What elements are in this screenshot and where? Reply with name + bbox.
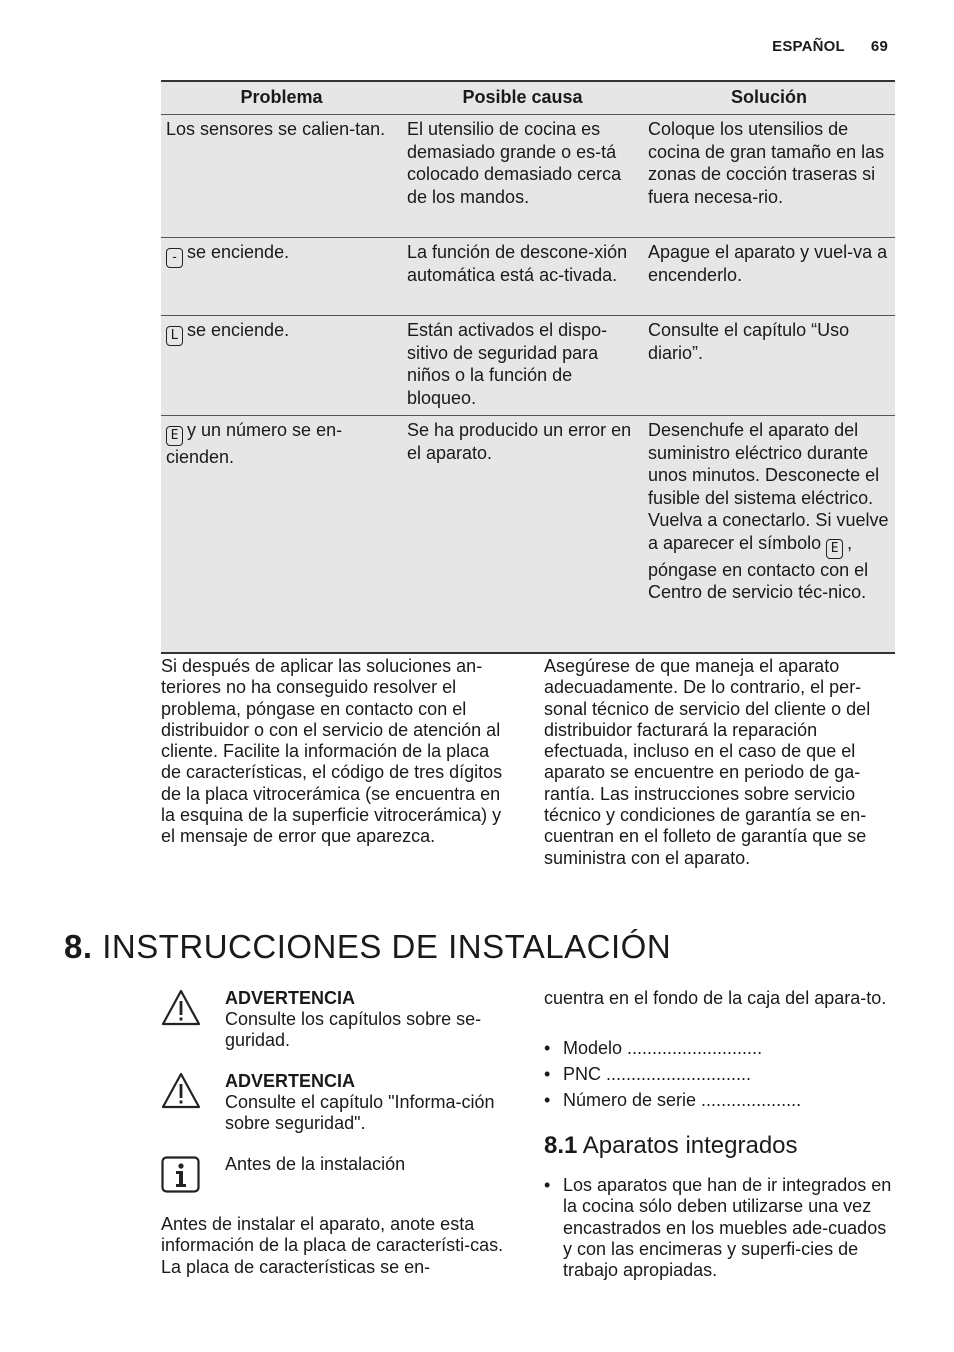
page-header	[772, 38, 888, 55]
problem-text: se enciende.	[187, 242, 290, 262]
page-number: 69	[870, 38, 888, 55]
lock-l-symbol-icon: L	[166, 326, 183, 346]
problem-cell	[161, 115, 402, 238]
cause-cell: Se ha producido un error en el aparato.	[402, 416, 643, 653]
list-item: • Número de serie ....................	[544, 1087, 896, 1113]
list-item: • Los aparatos que han de ir integrados en la cocina sólo deben utilizarse una vez encastrados en los muebles ade-cuados y con las encimeras y superfi-cies de trabajo apropiadas.	[544, 1175, 894, 1281]
solution-cell	[643, 416, 895, 653]
problem-text: y un número se en-cienden.	[166, 420, 343, 467]
header-cause: Posible causa	[402, 81, 643, 115]
table-row	[161, 238, 895, 316]
warranty-paragraph: Asegúrese de que maneja el aparato adecuadamente. De lo contrario, el per-sonal técnico de servicio del cliente o del distribuidor facturará la reparación efectuada, incluso en el caso de que el aparato se encuentre en periodo de ga-rantía. Las instrucciones sobre servicio técnico y condiciones de garantía se en-cuentran en el folleto de garantía que se suministra con el aparato.	[544, 656, 871, 868]
install-paragraph: Antes de instalar el aparato, anote esta información de la placa de característi-cas. La placa de características se en-	[161, 1214, 504, 1277]
language-label: ESPAÑOL	[772, 38, 845, 55]
plate-info-list	[544, 1035, 896, 1113]
error-e-symbol-icon: E	[166, 426, 183, 446]
subsection-number: 8.1	[544, 1132, 578, 1159]
solution-text-2: , póngase en contacto con el Centro de servicio téc-nico.	[648, 532, 869, 602]
solution-cell: Apague el aparato y vuel-va a encenderlo.	[643, 238, 895, 316]
solution-cell: Coloque los utensilios de cocina de gran tamaño en las zonas de cocción traseras si fuera necesa-rio.	[643, 115, 895, 238]
list-item: • PNC .............................	[544, 1061, 896, 1087]
troubleshooting-table	[161, 80, 895, 654]
list-item: • Modelo ...........................	[544, 1035, 896, 1061]
warning-body: Consulte los capítulos sobre se-guridad.	[225, 1009, 482, 1050]
section-title	[64, 928, 671, 966]
warning-triangle-icon	[161, 988, 201, 1028]
solution-text-1: Desenchufe el aparato del suministro eléctrico durante unos minutos. Desconecte el fusible del sistema eléctrico. Vuelva a conectarlo. Si vuelve a aparecer el símbolo	[648, 420, 889, 553]
service-contact-paragraph: Si después de aplicar las soluciones an-teriores no ha conseguido resolver el problema, póngase en contacto con el distribuidor o con el servicio de atención al cliente. Facilite la información de la placa de características, el código de tres dígitos de la placa vitrocerámica (se encuentra en la esquina de la superficie vitrocerámica) y el mensaje de error que aparezca.	[161, 656, 503, 847]
subsection-title	[544, 1132, 798, 1160]
problem-text: se enciende.	[187, 320, 290, 340]
cause-cell: El utensilio de cocina es demasiado grande o es-tá colocado demasiado cerca de los mandos.	[402, 115, 643, 238]
info-text: Antes de la instalación	[225, 1154, 406, 1174]
error-e-symbol-icon: E	[826, 539, 843, 559]
warning-title: ADVERTENCIA	[225, 988, 356, 1008]
table-header-row	[161, 81, 895, 115]
table-row	[161, 416, 895, 653]
solution-cell: Consulte el capítulo “Uso diario”.	[643, 316, 895, 416]
header-problem: Problema	[161, 81, 402, 115]
warning-triangle-icon	[161, 1071, 201, 1111]
install-paragraph-continued: cuentra en el fondo de la caja del apara-to.	[544, 988, 887, 1008]
dash-symbol-icon: -	[166, 248, 183, 268]
cause-cell: Están activados el dispo-sitivo de seguridad para niños o la función de bloqueo.	[402, 316, 643, 416]
problem-cell	[161, 316, 402, 416]
table-row	[161, 316, 895, 416]
problem-cell	[161, 416, 402, 653]
warning-text	[225, 988, 501, 1051]
warning-text	[225, 1071, 501, 1134]
warning-title: ADVERTENCIA	[225, 1071, 356, 1091]
integrated-appliances-list	[544, 1175, 894, 1281]
warning-body: Consulte el capítulo "Informa-ción sobre seguridad".	[225, 1092, 495, 1133]
section-number: 8.	[64, 928, 93, 965]
table-row	[161, 115, 895, 238]
header-solution: Solución	[643, 81, 895, 115]
problem-text: Los sensores se calien-tan.	[166, 119, 386, 139]
section-title-text: INSTRUCCIONES DE INSTALACIÓN	[102, 928, 672, 965]
cause-cell: La función de descone-xión automática está ac-tivada.	[402, 238, 643, 316]
subsection-title-text: Aparatos integrados	[582, 1132, 798, 1159]
info-icon	[161, 1156, 201, 1196]
problem-cell	[161, 238, 402, 316]
